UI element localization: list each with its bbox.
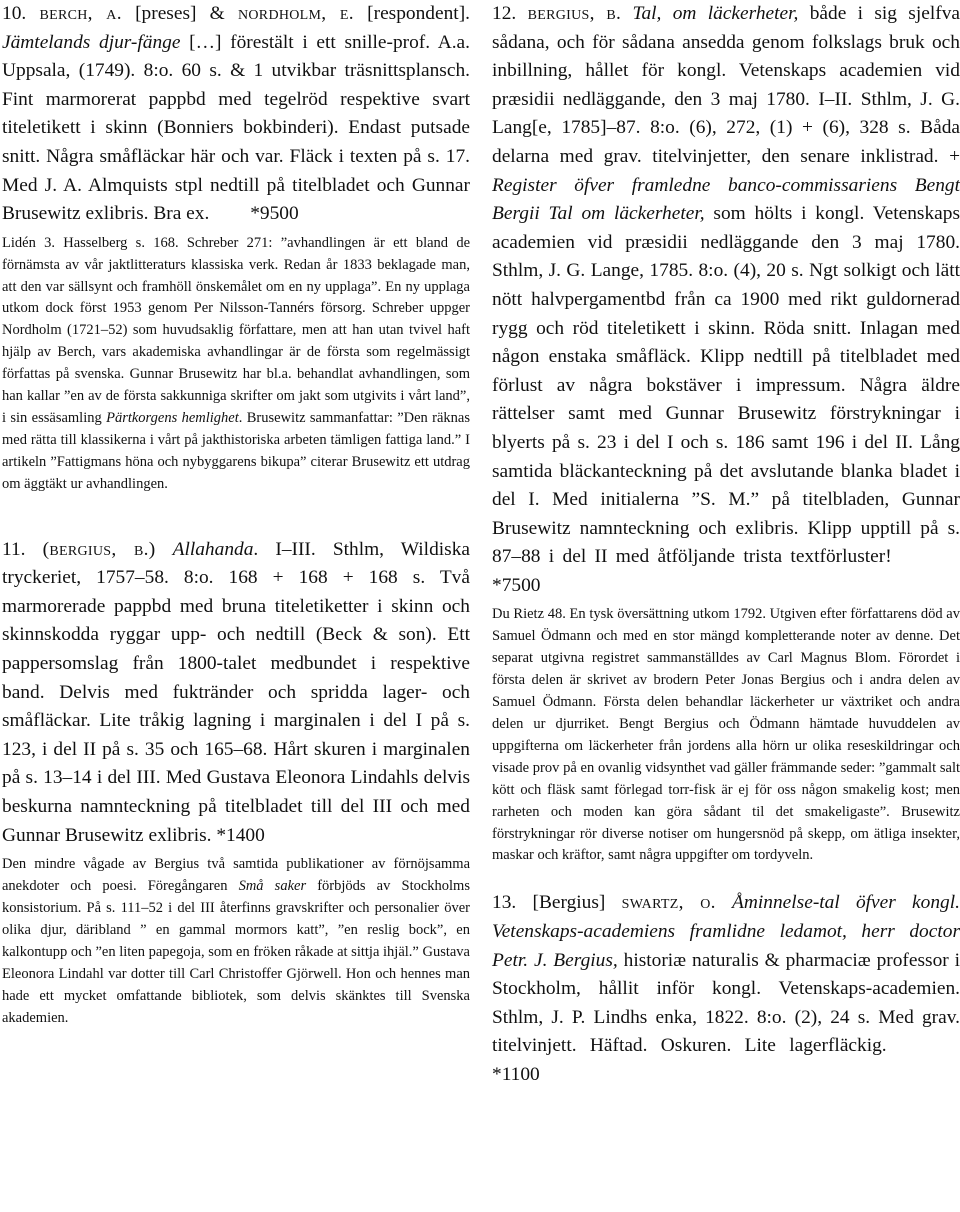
- entry-price: *1400: [216, 824, 265, 846]
- entry-author: (bergius, b.): [42, 538, 156, 560]
- entry-note: Lidén 3. Hasselberg s. 168. Schreber 271: ”avhandlingen är ett bland de förnämsta av vår jaktlitteraturs klassiska verk. Redan år 1833 beklagade man, att den var sällsynt och framhöll önskemålet om en ny upplaga”. En ny upplaga utkom dock först 1953 genom Per Nilsson-Tannérs försorg. Schreber uppger Nordholm (1721–52) som huvudsaklig författare, men att han utan tvivel haft hjälp av Berch, vars akademiska avhandlingar är de första som regelmässigt författas på svenska. Gunnar Brusewitz har bl.a. behandlat avhandlingen, som han kallar ”en av de första sakkunniga skrifter om jakt som utgivits i vårt land”, i sin essäsamling Pärtkorgens hemlighet. Brusewitz sammanfattar: ”Den räknas med rätta till klassikerna i vårt på jakthistoriska arbeten tämligen fattiga land.” I artikeln ”Fattigmans höna och nybyggarens bikupa” citerar Brusewitz ett utdrag om äggtäkt ur avhandlingen.: [2, 234, 470, 492]
- catalogue-entry-11: [2, 536, 470, 1030]
- entry-author: swartz, o.: [621, 892, 716, 914]
- left-column: [2, 0, 470, 1045]
- entry-coauthor: nordholm, e.: [237, 3, 354, 24]
- catalogue-entry-13: [492, 889, 960, 1089]
- catalogue-entry-10: [2, 0, 470, 496]
- entry-note: Den mindre vågade av Bergius två samtida publikationer av förnöjsamma anekdoter och poesi. Föregångaren Små saker förbjöds av Stockholms konsistorium. På s. 111–52 i del III återfinns gravskrifter och personalier över olika djur, däribland ” en gammal mormors katt”, ”en reslig bock”, en kalkontupp och ”en liten papegoja, som en fröken råkade at sittja ihjäl.” Gustava Eleonora Lindahl var dotter till Carl Christoffer Gjörwell. Hon och hennes man hade ett mycket omfattande bibliotek, som delvis skänktes till Svenska akademien.: [2, 856, 470, 1026]
- entry-author: berch, a.: [39, 3, 122, 24]
- entry-title: Jämtelands djur-fänge: [2, 31, 181, 53]
- entry-number: 13.: [492, 892, 517, 914]
- entry-number: 10.: [2, 3, 27, 24]
- entry-description: 12. bergius, b. Tal, om läckerheter, både i sig sjelfva sådana, och för sådana ansedda genom folkslags bruk och inbillning, hållet för kongl. Vetenskaps academien vid præsidii nedläggande, den 3 maj 1780. I–II. Sthlm, J. G. Lang[e, 1785]–87. 8:o. (6), 272, (1) + (6), 328 s. Båda delarna med grav. titelvinjetter, den senare inklistrad. + Register öfver framledne banco-commissariens Bengt Bergii Tal om läckerheter, som hölts i kongl. Vetenskaps academien vid præsidii nedläggande den 3 maj 1780. Sthlm, J. G. Lange, 1785. 8:o. (4), 20 s. Ngt solkigt och lätt nött halvpergamentbd från ca 1900 med rikt guldornerad rygg och röd titeletikett i skinn. Röda snitt. Inlagan med någon enstaka småfläck. Klipp nedtill på titelbladet med förlust av några bokstäver i impressum. Några äldre rättelser samt med Gunnar Brusewitz förstrykningar i blyerts på s. 23 i del I och s. 186 samt 196 i del II. Lång samtida bläckanteckning på det avslutande blanka bladet i del I. Med initialerna ”S. M.” på titelbladen, Gunnar Brusewitz namnteckning och exlibris. Klipp upptill på s. 87–88 i del II med åtföljande trista textförluster! *7500: [492, 3, 960, 596]
- entry-number: 11.: [2, 538, 26, 560]
- entry-title: Åminnelse-tal öfver kongl. Vetenskaps-academiens framlidne ledamot, herr doctor Petr. J. Bergius,: [492, 892, 960, 971]
- entry-title-register: Register öfver framledne banco-commissariens Bengt Bergii Tal om läckerheter,: [492, 174, 960, 225]
- entry-description: 11. (bergius, b.) Allahanda. I–III. Sthlm, Wildiska tryckeriet, 1757–58. 8:o. 168 + 168 + 168 s. Två marmorerade pappbd med bruna titeletiketter i skinn och skinnskodda ryggar upp- och nedtill (Beck & son). Ett pappersomslag från 1800-talet medbundet i respektive band. Delvis med fuktränder och spridda lager- och småfläckar. Lite tråkig lagning i marginalen i del I på s. 123, i del II på s. 35 och 165–68. Hårt skuren i marginalen på s. 13–14 i del III. Med Gustava Eleonora Lindahls delvis beskurna namnteckning på titelbladet till del III och med Gunnar Brusewitz exlibris. *1400: [2, 538, 470, 846]
- entry-description: 10. berch, a. [preses] & nordholm, e. [respondent]. Jämtelands djur-fänge […] förestält i ett snille-prof. A.a. Uppsala, (1749). 8:o. 60 s. & 1 utvikbar träsnittsplansch. Fint marmorerat pappbd med tegelröd respektive svart titeletikett i skinn (Bonniers bokbinderi). Endast putsade snitt. Några småfläckar här och var. Fläck i texten på s. 17. Med J. A. Almquists stpl nedtill på titelbladet och Gunnar Brusewitz exlibris. Bra ex. *9500: [2, 3, 471, 225]
- right-column: [492, 0, 960, 1106]
- entry-title: Allahanda: [172, 538, 254, 560]
- entry-author: bergius, b.: [527, 3, 622, 24]
- entry-note: Du Rietz 48. En tysk översättning utkom 1792. Utgiven efter författarens död av Samuel Ödmann och med en stor mängd kompletterande noter av denne. Det separat utgivna registret sammanställdes av Carl Magnus Blom. Förordet i första delen är skrivet av brodern Peter Jonas Bergius och i andra delen av Samuel Ödmann. Första delen behandlar läckerheter ur växtriket och andra delen ur djurriket. Bengt Bergius och Ödmann hämtade huvuddelen av uppgifterna om läckerheter från jordens alla hörn ur olika reseskildringar och visade prov på en ovanlig vidsynthet vad gäller främmande seder: ”gammalt salt kött och fläsk samt förlegad torr-fisk är ej för oss någon smakelig kost; men rarheten och moden kan göra sådant til det smakeligaste”. Brusewitz förstrykningar rör diverse notiser om hungersnöd på skepp, om ätliga insekter, maskar och kräftor, samt några uppgifter om tordyveln.: [492, 606, 960, 864]
- entry-price: *1100: [492, 1063, 540, 1085]
- catalogue-entry-12: [492, 0, 960, 867]
- entry-number: 12.: [492, 3, 517, 24]
- entry-description: 13. [Bergius] swartz, o. Åminnelse-tal öfver kongl. Vetenskaps-academiens framlidne ledamot, herr doctor Petr. J. Bergius, historiæ naturalis & pharmaciæ professor i Stockholm, hållit inför kongl. Vetenskaps-academien. Sthlm, J. P. Lindhs enka, 1822. 8:o. (2), 24 s. Med grav. titelvinjett. Häftad. Oskuren. Lite lagerfläckig. *1100: [492, 892, 960, 1085]
- entry-price: *7500: [492, 574, 541, 596]
- entry-price: *9500: [250, 203, 299, 225]
- entry-title: Tal, om läckerheter,: [632, 3, 799, 24]
